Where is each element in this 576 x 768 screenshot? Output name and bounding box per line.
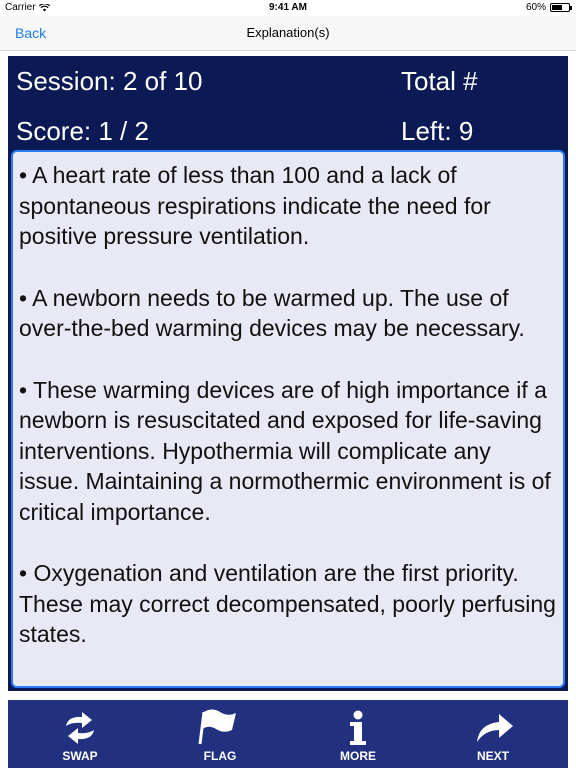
- navigation-bar: [0, 16, 576, 51]
- bottom-toolbar: [8, 700, 568, 768]
- session-label: Session: 2 of 10: [16, 66, 203, 96]
- status-right: [526, 2, 570, 13]
- flag-button[interactable]: [160, 700, 280, 768]
- more-label: MORE: [340, 749, 376, 763]
- swap-button[interactable]: [20, 700, 140, 768]
- flag-icon: [198, 706, 242, 746]
- battery-fill: [552, 5, 562, 10]
- back-button[interactable]: Back: [15, 25, 47, 41]
- next-arrow-icon: [473, 710, 517, 746]
- more-button[interactable]: [298, 700, 418, 768]
- left-label: Left: 9: [401, 116, 474, 146]
- page-title: Explanation(s): [246, 25, 330, 40]
- next-label: NEXT: [476, 749, 509, 763]
- explanation-paragraph: • These warming devices are of high importance if a newborn is resuscitated and exposed for life-saving interventions. Hypothermia will complicate any issue. Maintaining a normothermic environment is of critical importance.: [19, 376, 551, 525]
- explanation-text: [13, 152, 563, 650]
- score-label: Score: 1 / 2: [16, 116, 149, 146]
- explanation-paragraph: • A newborn needs to be warmed up. The use of over-the-bed warming devices may be necessary.: [19, 284, 525, 341]
- carrier-label: Carrier: [5, 2, 36, 13]
- explanation-scroll-view[interactable]: [11, 150, 565, 688]
- info-icon: [338, 710, 378, 746]
- explanation-paragraph: • A heart rate of less than 100 and a lack of spontaneous respirations indicate the need for positive pressure ventilation.: [19, 162, 491, 249]
- battery-icon: [550, 3, 570, 12]
- swap-icon: [60, 710, 100, 746]
- next-button[interactable]: [433, 700, 553, 768]
- swap-label: SWAP: [62, 749, 98, 763]
- total-label: Total #: [401, 66, 478, 96]
- session-header: [8, 56, 568, 152]
- flag-label: FLAG: [203, 749, 237, 763]
- status-bar: [0, 0, 576, 16]
- explanation-panel: [8, 147, 568, 691]
- battery-nub: [570, 6, 572, 10]
- battery-percent: 60%: [525, 2, 546, 13]
- explanation-paragraph: • Oxygenation and ventilation are the first priority. These may correct decompensated, poorly perfusing states.: [19, 560, 556, 647]
- status-time: 9:41 AM: [269, 2, 307, 13]
